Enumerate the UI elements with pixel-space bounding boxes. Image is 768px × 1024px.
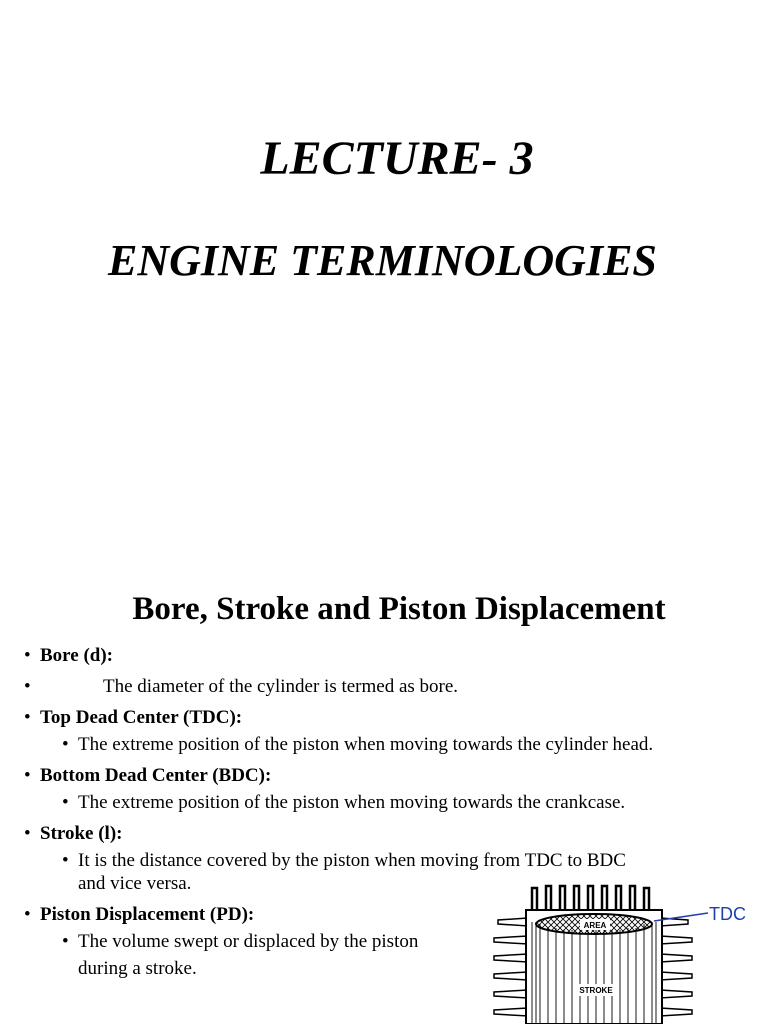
- bullet-icon: •: [24, 645, 31, 666]
- bullet-icon: •: [24, 904, 31, 925]
- bdc-heading: Bottom Dead Center (BDC):: [40, 765, 272, 786]
- stroke-definition-line2: and vice versa.: [78, 873, 192, 894]
- pd-definition-line1: The volume swept or displaced by the piston: [78, 931, 419, 952]
- tdc-heading: Top Dead Center (TDC):: [40, 707, 243, 728]
- bullet-icon: •: [24, 823, 31, 844]
- stroke-label: STROKE: [579, 986, 613, 995]
- lecture-title: LECTURE- 3: [260, 132, 534, 185]
- sub-bullet-icon: •: [62, 850, 69, 871]
- pd-heading: Piston Displacement (PD):: [40, 904, 255, 925]
- lecture-subtitle: ENGINE TERMINOLOGIES: [108, 236, 657, 285]
- bore-heading: Bore (d):: [40, 645, 113, 666]
- right-fins: [660, 918, 692, 1016]
- slide-heading: Bore, Stroke and Piston Displacement: [132, 591, 666, 627]
- cylinder-diagram: [488, 880, 760, 1024]
- bullet-icon: •: [24, 676, 31, 697]
- sub-bullet-icon: •: [62, 931, 69, 952]
- bullet-icon: •: [24, 765, 31, 786]
- sub-bullet-icon: •: [62, 792, 69, 813]
- bullet-icon: •: [24, 707, 31, 728]
- sub-bullet-icon: •: [62, 734, 69, 755]
- bore-definition: The diameter of the cylinder is termed as bore.: [103, 676, 459, 697]
- tdc-label: TDC: [709, 904, 746, 924]
- top-fins: [532, 886, 649, 912]
- pd-definition-line2: during a stroke.: [78, 958, 197, 979]
- bdc-definition: The extreme position of the piston when moving towards the crankcase.: [78, 792, 626, 813]
- stroke-definition-line1: It is the distance covered by the piston when moving from TDC to BDC: [78, 850, 626, 871]
- tdc-definition: The extreme position of the piston when moving towards the cylinder head.: [78, 734, 654, 755]
- stroke-heading: Stroke (l):: [40, 823, 123, 844]
- left-fins: [494, 918, 528, 1016]
- area-label: AREA: [583, 921, 607, 930]
